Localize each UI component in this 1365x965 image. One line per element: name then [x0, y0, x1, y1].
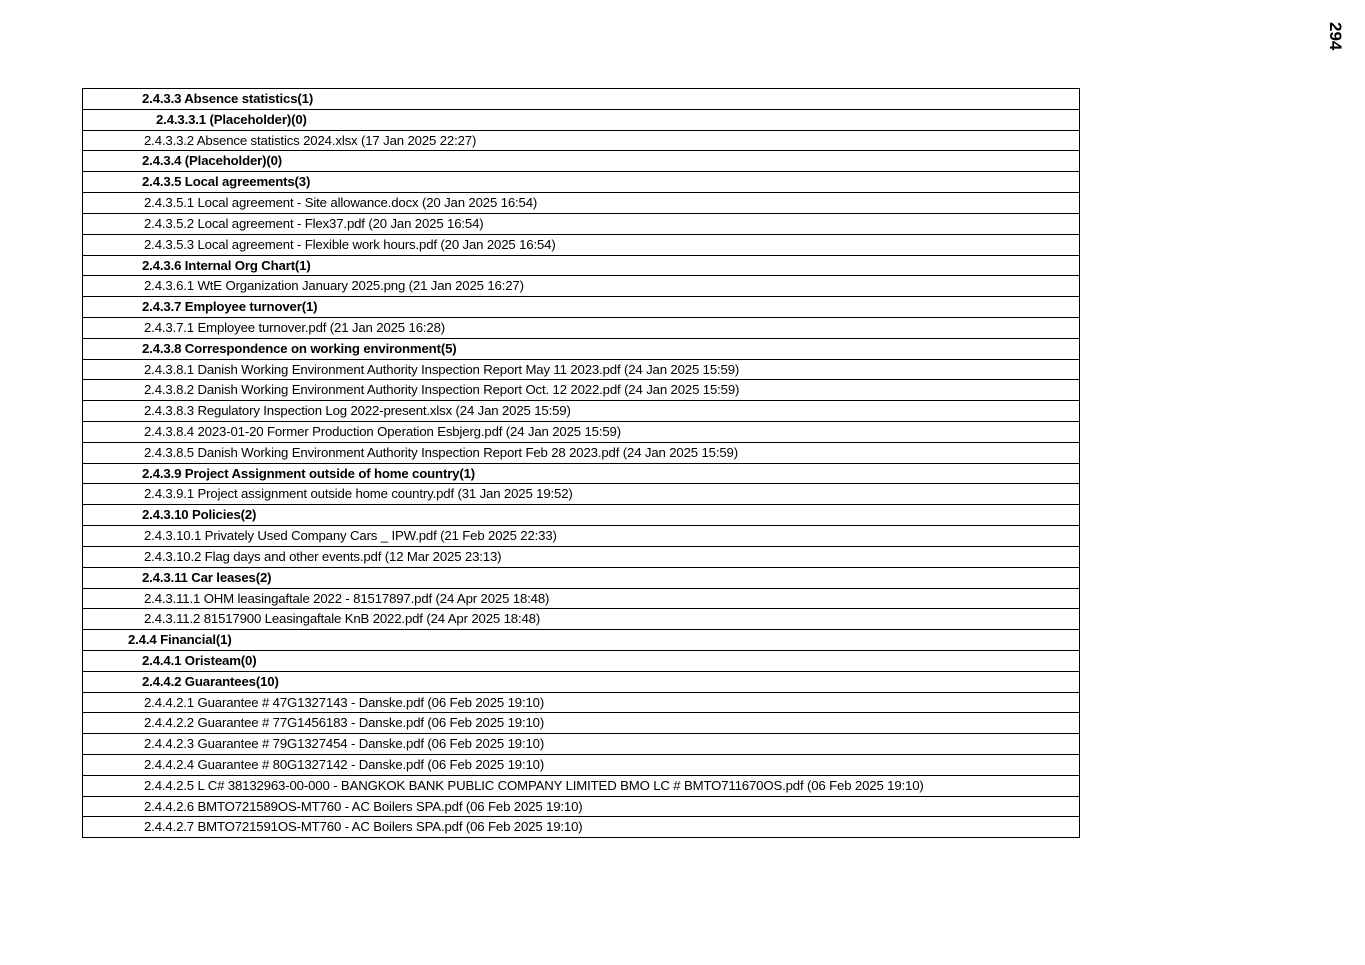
file-entry-row: 2.4.3.8.1 Danish Working Environment Authority Inspection Report May 11 2023.pdf (24 Jan 2025 15:59): [83, 360, 1079, 381]
section-heading-row: 2.4.4.1 Oristeam(0): [83, 651, 1079, 672]
file-entry-row: 2.4.3.5.2 Local agreement - Flex37.pdf (20 Jan 2025 16:54): [83, 214, 1079, 235]
file-entry-row: 2.4.3.9.1 Project assignment outside home country.pdf (31 Jan 2025 19:52): [83, 484, 1079, 505]
file-entry-row: 2.4.3.11.2 81517900 Leasingaftale KnB 2022.pdf (24 Apr 2025 18:48): [83, 609, 1079, 630]
file-entry-row: 2.4.3.5.3 Local agreement - Flexible work hours.pdf (20 Jan 2025 16:54): [83, 235, 1079, 256]
file-entry-row: 2.4.3.8.5 Danish Working Environment Authority Inspection Report Feb 28 2023.pdf (24 Jan 2025 15:59): [83, 443, 1079, 464]
section-heading-row: 2.4.3.10 Policies(2): [83, 505, 1079, 526]
file-entry-row: 2.4.4.2.4 Guarantee # 80G1327142 - Danske.pdf (06 Feb 2025 19:10): [83, 755, 1079, 776]
file-entry-row: 2.4.3.7.1 Employee turnover.pdf (21 Jan 2025 16:28): [83, 318, 1079, 339]
section-heading-row: 2.4.4 Financial(1): [83, 630, 1079, 651]
section-heading-row: 2.4.3.8 Correspondence on working environment(5): [83, 339, 1079, 360]
file-entry-row: 2.4.4.2.7 BMTO721591OS-MT760 - AC Boilers SPA.pdf (06 Feb 2025 19:10): [83, 817, 1079, 838]
file-entry-row: 2.4.3.11.1 OHM leasingaftale 2022 - 81517897.pdf (24 Apr 2025 18:48): [83, 589, 1079, 610]
file-entry-row: 2.4.3.5.1 Local agreement - Site allowance.docx (20 Jan 2025 16:54): [83, 193, 1079, 214]
section-heading-row: 2.4.3.11 Car leases(2): [83, 568, 1079, 589]
section-heading-row: 2.4.3.5 Local agreements(3): [83, 172, 1079, 193]
file-entry-row: 2.4.4.2.1 Guarantee # 47G1327143 - Danske.pdf (06 Feb 2025 19:10): [83, 693, 1079, 714]
file-entry-row: 2.4.4.2.2 Guarantee # 77G1456183 - Danske.pdf (06 Feb 2025 19:10): [83, 713, 1079, 734]
file-entry-row: 2.4.3.10.1 Privately Used Company Cars _ IPW.pdf (21 Feb 2025 22:33): [83, 526, 1079, 547]
file-entry-row: 2.4.3.8.2 Danish Working Environment Authority Inspection Report Oct. 12 2022.pdf (24 Jan 2025 15:59): [83, 380, 1079, 401]
file-entry-row: 2.4.3.3.2 Absence statistics 2024.xlsx (17 Jan 2025 22:27): [83, 131, 1079, 152]
section-heading-row: 2.4.3.9 Project Assignment outside of home country(1): [83, 464, 1079, 485]
section-heading-row: 2.4.3.3 Absence statistics(1): [83, 89, 1079, 110]
file-entry-row: 2.4.3.6.1 WtE Organization January 2025.png (21 Jan 2025 16:27): [83, 276, 1079, 297]
section-heading-row: 2.4.4.2 Guarantees(10): [83, 672, 1079, 693]
document-index-table: [82, 88, 1080, 838]
section-heading-row: 2.4.3.6 Internal Org Chart(1): [83, 256, 1079, 277]
section-heading-row: 2.4.3.7 Employee turnover(1): [83, 297, 1079, 318]
section-heading-row: 2.4.3.4 (Placeholder)(0): [83, 151, 1079, 172]
file-entry-row: 2.4.3.8.3 Regulatory Inspection Log 2022-present.xlsx (24 Jan 2025 15:59): [83, 401, 1079, 422]
file-entry-row: 2.4.4.2.3 Guarantee # 79G1327454 - Danske.pdf (06 Feb 2025 19:10): [83, 734, 1079, 755]
section-heading-row: 2.4.3.3.1 (Placeholder)(0): [83, 110, 1079, 131]
file-entry-row: 2.4.4.2.6 BMTO721589OS-MT760 - AC Boilers SPA.pdf (06 Feb 2025 19:10): [83, 797, 1079, 818]
file-entry-row: 2.4.4.2.5 L C# 38132963-00-000 - BANGKOK BANK PUBLIC COMPANY LIMITED BMO LC # BMTO711670OS.pdf (06 Feb 2025 19:10): [83, 776, 1079, 797]
page-number: 294: [1326, 22, 1345, 51]
file-entry-row: 2.4.3.8.4 2023-01-20 Former Production Operation Esbjerg.pdf (24 Jan 2025 15:59): [83, 422, 1079, 443]
file-entry-row: 2.4.3.10.2 Flag days and other events.pdf (12 Mar 2025 23:13): [83, 547, 1079, 568]
